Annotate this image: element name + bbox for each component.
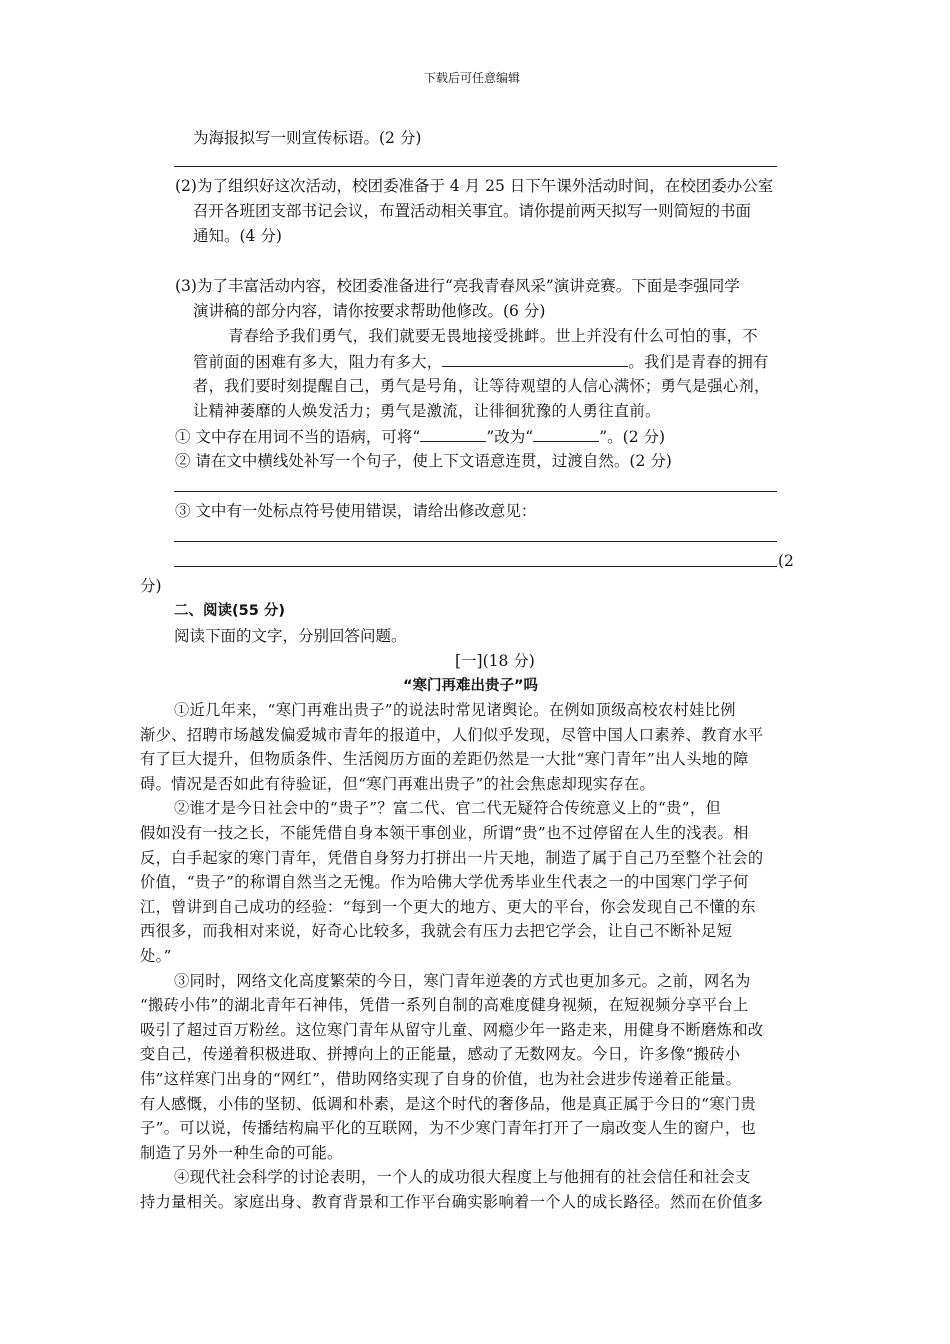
article-line: 有人感慨，小伟的坚韧、低调和朴素，是这个时代的奢侈品，他是真正属于今日的“寒门贵 xyxy=(140,1094,757,1113)
fill-blank xyxy=(442,351,628,367)
article-line: 江，曾讲到自己成功的经验：“每到一个更大的地方、更大的平台，你会发现自己不懂的东 xyxy=(140,897,757,916)
article-line: 处。” xyxy=(140,947,172,965)
fill-blank xyxy=(533,426,599,442)
article-line: 子”。可以说，传播结构扁平化的互联网，为不少寒门青年打开了一扇改变人生的窗户，也 xyxy=(140,1119,757,1138)
speech-text: 。我们是青春的拥有 xyxy=(628,353,769,371)
article-line: 有了巨大提升，但物质条件、生活阅历方面的差距仍然是一大批“寒门青年”出人头地的障 xyxy=(140,750,749,769)
page-header: 下载后可任意编辑 xyxy=(424,71,521,85)
score-label: (2 xyxy=(778,552,794,570)
answer-line xyxy=(174,541,777,542)
question-2-line: (2)为了组织好这次活动，校团委准备于 4 月 25 日下午课外活动时间，在校团委办公室 xyxy=(175,177,774,195)
speech-line: 让精神萎靡的人焕发活力；勇气是激流，让徘徊犹豫的人勇往直前。 xyxy=(193,402,661,420)
answer-line xyxy=(174,491,777,492)
article-line: 制造了另外一种生命的可能。 xyxy=(140,1143,343,1162)
reading-instruction: 阅读下面的文字，分别回答问题。 xyxy=(174,627,407,645)
article-line: 假如没有一技之长，不能凭借自身本领干事创业，所谓“贵”也不过停留在人生的浅表。相 xyxy=(140,824,749,842)
question-3-line: (3)为了丰富活动内容，校团委准备进行“亮我青春风采”演讲竞赛。下面是李强同学 xyxy=(175,277,740,295)
article-line: 渐少、招聘市场越发偏爱城市青年的报道中，人们似乎发现，尽管中国人口素养、教育水平 xyxy=(140,725,764,744)
article-line: 变自己，传递着积极进取、拼搏向上的正能量，感动了无数网友。今日，许多像“搬砖小 xyxy=(140,1045,741,1064)
article-line: ①近几年来，“寒门再难出贵子”的说法时常见诸舆论。在例如顶级高校农村娃比例 xyxy=(174,701,736,719)
article-line: 碍。情况是否如此有待验证，但“寒门再难出贵子”的社会焦虑却现实存在。 xyxy=(140,774,656,793)
sub-question-1 xyxy=(175,426,665,447)
section-heading: 二、阅读(55 分) xyxy=(174,603,285,619)
speech-line-with-blank xyxy=(193,351,769,372)
sub1-text: ”改为“ xyxy=(486,428,534,446)
slogan-prompt: 为海报拟写一则宣传标语。(2 分) xyxy=(193,129,422,147)
speech-line: 青春给予我们勇气，我们就要无畏地接受挑衅。世上并没有什么可怕的事，不 xyxy=(228,327,758,345)
article-line: 伟”这样寒门出身的“网红”，借助网络实现了自身的价值，也为社会进步传递着正能量。 xyxy=(140,1070,742,1088)
question-2-line: 通知。(4 分) xyxy=(193,227,282,245)
part-label: [一](18 分) xyxy=(455,652,535,670)
sub1-text: ”。(2 分) xyxy=(599,428,666,446)
answer-line xyxy=(174,566,777,567)
article-line: 吸引了超过百万粉丝。这位寒门青年从留守儿童、网瘾少年一路走来，用健身不断磨炼和改 xyxy=(140,1020,764,1039)
speech-text: 管前面的困难有多大，阻力有多大， xyxy=(193,353,443,371)
question-3-line: 演讲稿的部分内容，请你按要求帮助他修改。(6 分) xyxy=(193,302,546,320)
article-line: 持力量相关。家庭出身、教育背景和工作平台确实影响着一个人的成长路径。然而在价值多 xyxy=(140,1193,764,1211)
sub1-text: ① 文中存在用词不当的语病，可将“ xyxy=(175,428,421,446)
article-line: “搬砖小伟”的湖北青年石神伟，凭借一系列自制的高难度健身视频，在短视频分享平台上 xyxy=(140,996,749,1015)
article-line: 价值，“贵子”的称谓自然当之无愧。作为哈佛大学优秀毕业生代表之一的中国寒门学子何 xyxy=(140,873,749,892)
answer-line xyxy=(174,166,777,167)
article-line: ③同时，网络文化高度繁荣的今日，寒门青年逆袭的方式也更加多元。之前，网名为 xyxy=(174,971,751,990)
sub-question-3: ③ 文中有一处标点符号使用错误，请给出修改意见： xyxy=(175,502,537,520)
article-line: 反，白手起家的寒门青年，凭借自身努力打拼出一片天地，制造了属于自己乃至整个社会的 xyxy=(140,848,764,867)
article-line: ②谁才是今日社会中的“贵子”？富二代、官二代无疑符合传统意义上的“贵”，但 xyxy=(174,799,722,818)
speech-line: 者，我们要时刻提醒自己，勇气是号角，让等待观望的人信心满怀；勇气是强心剂， xyxy=(193,377,770,395)
article-line: 西很多，而我相对来说，好奇心比较多，我就会有压力去把它学会，让自己不断补足短 xyxy=(140,922,733,941)
fill-blank xyxy=(420,426,486,442)
article-title: “寒门再难出贵子”吗 xyxy=(403,678,539,694)
question-2-line: 召开各班团支部书记会议，布置活动相关事宜。请你提前两天拟写一则简短的书面 xyxy=(193,202,752,220)
article-line: ④现代社会科学的讨论表明，一个人的成功很大程度上与他拥有的社会信任和社会支 xyxy=(174,1168,751,1187)
score-label: 分) xyxy=(140,577,162,595)
sub-question-2: ② 请在文中横线处补写一个句子，使上下文语意连贯，过渡自然。(2 分) xyxy=(175,452,672,470)
